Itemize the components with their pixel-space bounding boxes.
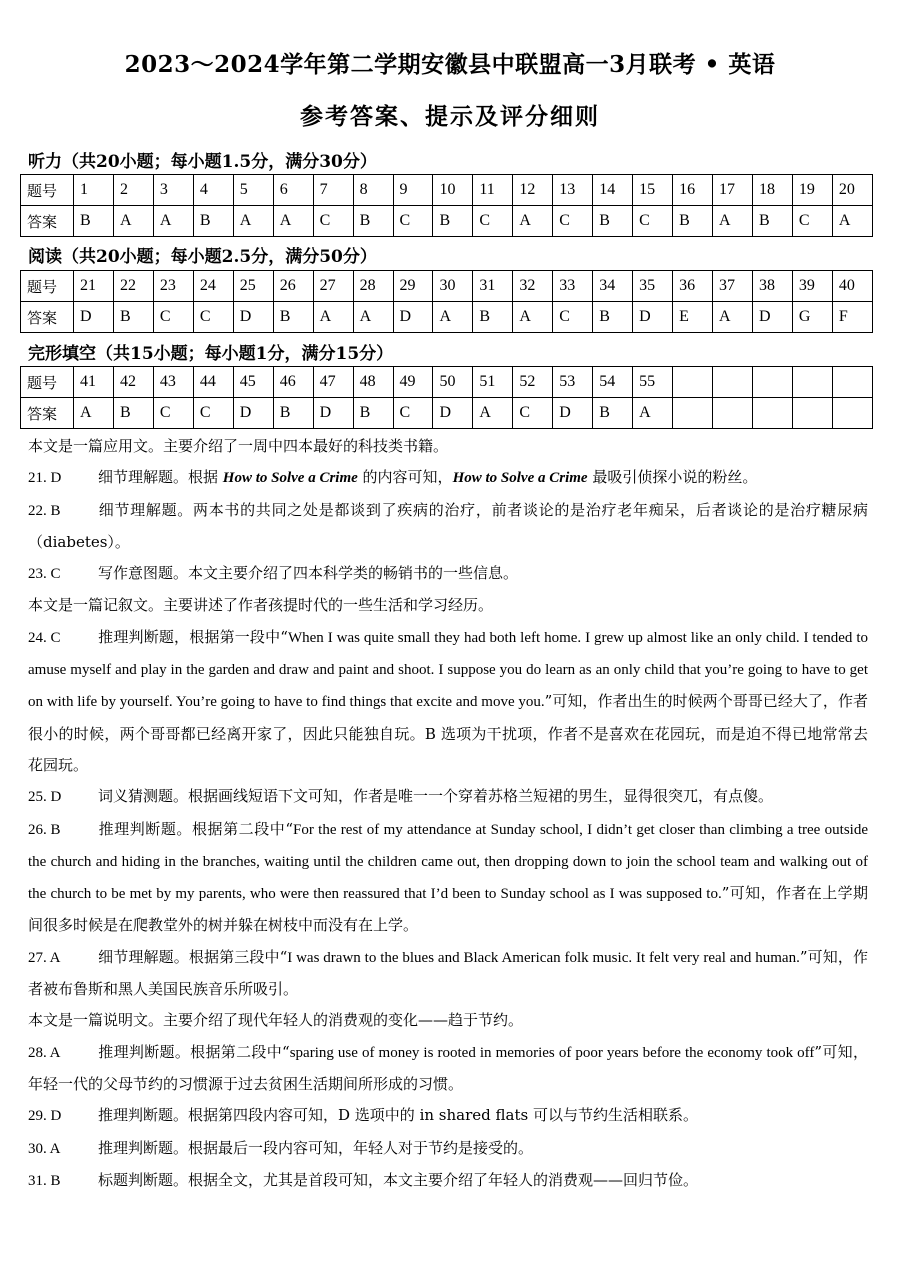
quoted-english: For the rest of my attendance at Sunday school, I didn’t get closer than climbing a tree outside the church and hiding in the branches, waiting until the children came out, then dropping down to join the school team and walking out of the church to be met by my parents, who were then reassured that I’d been to Sunday school as I was supposed to. — [28, 821, 868, 903]
question-number-cell: 51 — [473, 367, 513, 398]
answer-cell: C — [553, 206, 593, 237]
answer-cell: A — [713, 302, 753, 333]
explanation-item — [28, 814, 868, 942]
question-number-cell: 5 — [233, 175, 273, 206]
answer-cell: C — [393, 398, 433, 429]
question-number-cell: 2 — [113, 175, 153, 206]
question-number-cell: 53 — [553, 367, 593, 398]
answer-cell: D — [433, 398, 473, 429]
reading-answer-table — [20, 270, 873, 333]
question-number-cell: 38 — [752, 271, 792, 302]
question-number-cell: 55 — [633, 367, 673, 398]
row-label-answer: 答案 — [21, 206, 74, 237]
empty-cell — [832, 398, 872, 429]
answer-cell: A — [713, 206, 753, 237]
explanation-text: 推理判断题。根据第二段中“ — [98, 1042, 290, 1061]
answer-cell: B — [593, 206, 633, 237]
explanation-item — [28, 558, 868, 590]
answer-cell: B — [752, 206, 792, 237]
quoted-english: I was drawn to the blues and Black American folk music. It felt very real and human. — [287, 949, 800, 966]
answer-cell: A — [513, 302, 553, 333]
question-number-cell: 46 — [273, 367, 313, 398]
question-answer-label: 31. B — [28, 1172, 61, 1189]
explanation-item — [28, 1100, 868, 1132]
answer-cell: B — [593, 398, 633, 429]
answer-cell: D — [393, 302, 433, 333]
question-answer-label: 25. D — [28, 789, 62, 806]
reading-section-heading: 阅读（共20小题；每小题2.5分，满分50分） — [28, 247, 377, 267]
explanation-item — [28, 1037, 868, 1101]
explanations — [28, 431, 868, 1197]
question-answer-label: 27. A — [28, 949, 61, 966]
cloze-answer-table — [20, 366, 873, 429]
row-label-answer: 答案 — [21, 398, 74, 429]
empty-cell — [673, 367, 713, 398]
row-label-question: 题号 — [21, 271, 74, 302]
answer-cell: B — [473, 302, 513, 333]
question-number-cell: 20 — [832, 175, 872, 206]
listening-section-heading: 听力（共20小题；每小题1.5分，满分30分） — [28, 152, 377, 172]
explanation-text: ”可知，作者出生的时候两个哥哥已经大了，作者很小的时候，两个哥哥都已经离开家了，因此只能独自玩。B 选项为干扰项，作者不是喜欢在花园玩，而是迫不得已地常常去花园玩。 — [28, 692, 868, 774]
question-number-cell: 23 — [153, 271, 193, 302]
document-title: 2023～2024学年第二学期安徽县中联盟高一3月联考 • 英语 — [124, 51, 776, 78]
question-answer-label: 24. C — [28, 629, 61, 646]
question-answer-label: 23. C — [28, 566, 61, 583]
explanation-text: 推理判断题，根据第一段中“ — [98, 627, 288, 646]
question-number-cell: 8 — [353, 175, 393, 206]
answer-cell: C — [513, 398, 553, 429]
answer-cell: A — [233, 206, 273, 237]
question-number-cell: 21 — [74, 271, 114, 302]
answer-cell: A — [74, 398, 114, 429]
question-number-cell: 33 — [553, 271, 593, 302]
question-number-cell: 19 — [792, 175, 832, 206]
answer-cell: A — [113, 206, 153, 237]
explanation-text: 的内容可知， — [357, 468, 453, 487]
answer-cell: C — [393, 206, 433, 237]
question-answer-label: 26. B — [28, 821, 61, 838]
answer-cell: C — [193, 398, 233, 429]
empty-cell — [792, 367, 832, 398]
listening-answer-table — [20, 174, 873, 237]
answer-cell: B — [113, 302, 153, 333]
explanation-text: ”可知，年轻一代的父母节约的习惯源于过去贫困生活期间所形成的习惯。 — [28, 1042, 868, 1093]
answer-cell: D — [313, 398, 353, 429]
question-answer-label: 29. D — [28, 1108, 62, 1125]
answer-cell: B — [74, 206, 114, 237]
answer-cell: B — [593, 302, 633, 333]
answer-cell: A — [153, 206, 193, 237]
answer-cell: D — [233, 398, 273, 429]
answer-cell: D — [74, 302, 114, 333]
question-number-row — [21, 175, 873, 206]
question-number-cell: 54 — [593, 367, 633, 398]
question-number-cell: 31 — [473, 271, 513, 302]
book-title: How to Solve a Crime — [222, 470, 358, 487]
answer-cell: A — [832, 206, 872, 237]
answer-cell: A — [473, 398, 513, 429]
question-number-cell: 27 — [313, 271, 353, 302]
empty-cell — [713, 398, 753, 429]
question-number-cell: 43 — [153, 367, 193, 398]
explanation-text: 词义猜测题。根据画线短语下文可知，作者是唯一一个穿着苏格兰短裙的男生，显得很突兀，有点傻。 — [98, 787, 774, 806]
explanation-item — [28, 1133, 868, 1165]
empty-cell — [673, 398, 713, 429]
question-number-cell: 11 — [473, 175, 513, 206]
answer-cell: A — [353, 302, 393, 333]
answer-cell: D — [633, 302, 673, 333]
answer-cell: D — [752, 302, 792, 333]
explanation-text: 推理判断题。根据最后一段内容可知，年轻人对于节约是接受的。 — [98, 1138, 534, 1157]
question-number-cell: 14 — [593, 175, 633, 206]
explanation-text: 细节理解题。根据 — [98, 468, 223, 487]
answer-cell: C — [792, 206, 832, 237]
question-number-cell: 49 — [393, 367, 433, 398]
question-number-cell: 47 — [313, 367, 353, 398]
passage-intro: 本文是一篇应用文。主要介绍了一周中四本最好的科技类书籍。 — [28, 437, 449, 455]
explanation-item — [28, 781, 868, 813]
answer-cell: A — [273, 206, 313, 237]
answer-cell: A — [433, 302, 473, 333]
answer-cell: D — [553, 398, 593, 429]
question-answer-label: 22. B — [28, 502, 61, 519]
answer-cell: B — [113, 398, 153, 429]
answer-cell: C — [313, 206, 353, 237]
row-label-answer: 答案 — [21, 302, 74, 333]
answer-cell: G — [792, 302, 832, 333]
question-number-cell: 1 — [74, 175, 114, 206]
question-number-cell: 32 — [513, 271, 553, 302]
empty-cell — [832, 367, 872, 398]
question-number-cell: 48 — [353, 367, 393, 398]
question-number-cell: 42 — [113, 367, 153, 398]
empty-cell — [752, 398, 792, 429]
book-title: How to Solve a Crime — [452, 470, 588, 487]
question-number-cell: 3 — [153, 175, 193, 206]
question-number-cell: 52 — [513, 367, 553, 398]
explanation-text: ”可知，作者在上学期间很多时候是在爬教堂外的树并躲在树枝中而没有在上学。 — [28, 884, 869, 935]
answer-cell: C — [633, 206, 673, 237]
question-number-cell: 28 — [353, 271, 393, 302]
answer-row — [21, 398, 873, 429]
explanation-item — [28, 462, 868, 494]
explanation-item — [28, 942, 868, 1006]
question-number-cell: 25 — [233, 271, 273, 302]
answer-cell: B — [353, 206, 393, 237]
question-number-cell: 37 — [713, 271, 753, 302]
explanation-text: 写作意图题。本文主要介绍了四本科学类的畅销书的一些信息。 — [98, 564, 519, 583]
question-number-cell: 24 — [193, 271, 233, 302]
question-number-cell: 26 — [273, 271, 313, 302]
question-number-row — [21, 271, 873, 302]
explanation-text: 最吸引侦探小说的粉丝。 — [587, 468, 758, 487]
question-number-cell: 45 — [233, 367, 273, 398]
question-number-cell: 6 — [273, 175, 313, 206]
answer-cell: B — [193, 206, 233, 237]
explanation-item — [28, 495, 868, 559]
row-label-question: 题号 — [21, 367, 74, 398]
quoted-english: When I was quite small they had both left home. I grew up almost like an only child. I tended to amuse myself and play in the garden and draw and paint and shoot. I suppose you do learn as an only child that you’re going to have to get on with life by yourself. You’re going to have to find things that excite and move you. — [28, 629, 869, 711]
answer-cell: E — [673, 302, 713, 333]
answer-cell: A — [633, 398, 673, 429]
answer-cell: B — [673, 206, 713, 237]
passage-intro: 本文是一篇记叙文。主要讲述了作者孩提时代的一些生活和学习经历。 — [28, 596, 494, 615]
explanation-text: 标题判断题。根据全文，尤其是首段可知，本文主要介绍了年轻人的消费观——回归节俭。 — [98, 1170, 699, 1189]
question-number-cell: 4 — [193, 175, 233, 206]
explanation-text: 推理判断题。根据第四段内容可知，D 选项中的 in shared flats 可以与节约生活相联系。 — [98, 1106, 698, 1125]
question-number-cell: 50 — [433, 367, 473, 398]
question-number-cell: 13 — [553, 175, 593, 206]
explanation-text: ”可知，作者被布鲁斯和黑人美国民族音乐所吸引。 — [28, 947, 868, 999]
question-number-cell: 36 — [673, 271, 713, 302]
question-number-cell: 40 — [832, 271, 872, 302]
row-label-question: 题号 — [21, 175, 74, 206]
answer-cell: B — [273, 398, 313, 429]
question-number-cell: 12 — [513, 175, 553, 206]
answer-cell: B — [433, 206, 473, 237]
answer-cell: D — [233, 302, 273, 333]
question-number-row — [21, 367, 873, 398]
question-number-cell: 22 — [113, 271, 153, 302]
answer-row — [21, 302, 873, 333]
empty-cell — [713, 367, 753, 398]
explanation-text: 细节理解题。根据第三段中“ — [98, 947, 288, 966]
answer-cell: C — [153, 302, 193, 333]
empty-cell — [792, 398, 832, 429]
question-answer-label: 30. A — [28, 1140, 61, 1157]
answer-cell: C — [553, 302, 593, 333]
answer-cell: A — [313, 302, 353, 333]
cloze-section-heading: 完形填空（共15小题；每小题1分，满分15分） — [28, 344, 394, 364]
question-number-cell: 34 — [593, 271, 633, 302]
explanation-item — [28, 1165, 868, 1197]
question-number-cell: 17 — [713, 175, 753, 206]
quoted-english: sparing use of money is rooted in memories of poor years before the economy took off — [289, 1044, 815, 1061]
question-number-cell: 30 — [433, 271, 473, 302]
question-number-cell: 39 — [792, 271, 832, 302]
answer-cell: B — [273, 302, 313, 333]
answer-cell: C — [193, 302, 233, 333]
answer-cell: B — [353, 398, 393, 429]
answer-cell: C — [473, 206, 513, 237]
question-number-cell: 15 — [633, 175, 673, 206]
question-number-cell: 9 — [393, 175, 433, 206]
explanation-item — [28, 622, 868, 781]
empty-cell — [752, 367, 792, 398]
question-number-cell: 16 — [673, 175, 713, 206]
question-number-cell: 41 — [74, 367, 114, 398]
document-subtitle: 参考答案、提示及评分细则 — [300, 103, 600, 130]
question-number-cell: 29 — [393, 271, 433, 302]
question-answer-label: 21. D — [28, 470, 62, 487]
answer-row — [21, 206, 873, 237]
passage-intro: 本文是一篇说明文。主要介绍了现代年轻人的消费观的变化——趋于节约。 — [28, 1011, 524, 1030]
question-number-cell: 35 — [633, 271, 673, 302]
question-answer-label: 28. A — [28, 1044, 61, 1061]
explanation-text: 细节理解题。两本书的共同之处是都谈到了疾病的治疗，前者谈论的是治疗老年痴呆，后者谈论的是治疗糖尿病（diabetes）。 — [28, 500, 868, 551]
answer-cell: C — [153, 398, 193, 429]
question-number-cell: 10 — [433, 175, 473, 206]
explanation-text: 推理判断题。根据第二段中“ — [98, 819, 293, 838]
question-number-cell: 18 — [752, 175, 792, 206]
question-number-cell: 7 — [313, 175, 353, 206]
answer-cell: A — [513, 206, 553, 237]
answer-cell: F — [832, 302, 872, 333]
question-number-cell: 44 — [193, 367, 233, 398]
